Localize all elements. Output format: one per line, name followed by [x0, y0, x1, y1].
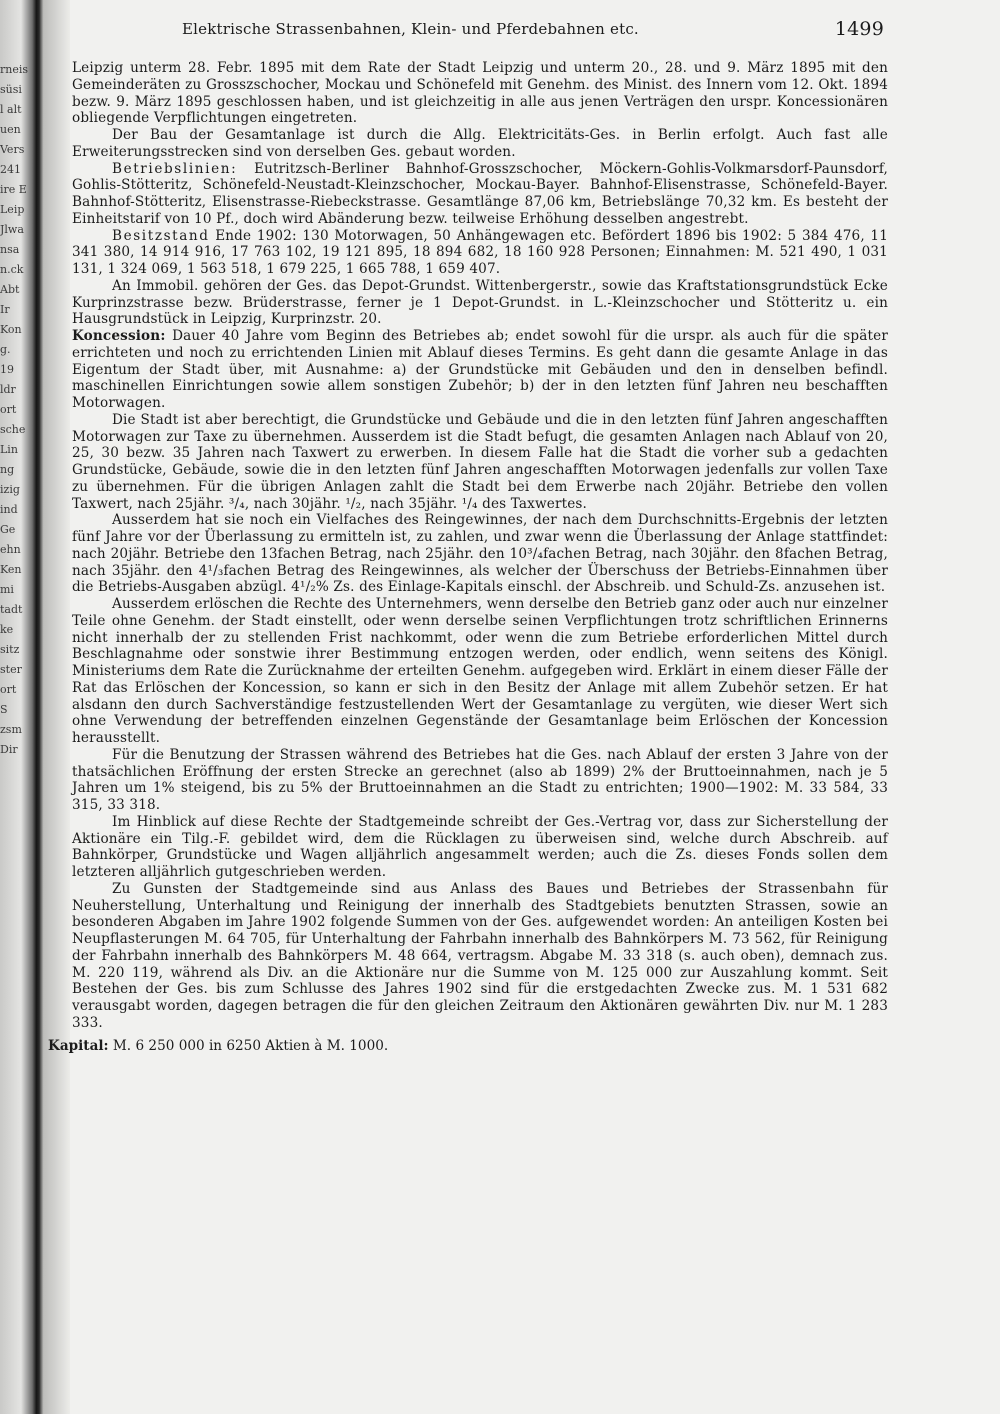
concession-text: Dauer 40 Jahre vom Beginn des Betriebes ab; endet sowohl für die urspr. als auch für die später errichteten und noch zu errichtenden Linien mit Ablauf dieses Termins. Es geht dann die gesamte Anlage in das Eigentum der Stadt über, mit Ausnahme: a) der Grundstücke mit Gebäuden und den in denselben befindl. maschinellen Einrichtungen sowie allem sonstigen Zubehör; b) der in den letzten fünf Jahren neu beschafften Motorwagen. [72, 328, 888, 411]
margin-fragment: tadt [0, 603, 23, 616]
margin-fragment: süsi [0, 83, 22, 96]
margin-fragment: rneis [0, 63, 29, 76]
capital-line [48, 1038, 888, 1055]
margin-fragment: g. [0, 343, 11, 356]
paragraph-city-expenses: Zu Gunsten der Stadtgemeinde sind aus Anlass des Baues und Betriebes der Strassenbahn für Neuherstellung, Unterhaltung und Reinigung der innerhalb des Stadtgebiets benutzten Strassen, sowie an besonderen Abgaben im Jahre 1902 folgende Summen von der Ges. aufgewendet worden: An anteiligen Kosten bei Neupflasterungen M. 64 705, für Unterhaltung der Fahrbahn innerhalb des Bahnkörpers M. 73 562, für Reinigung der Fahrbahn innerhalb des Bahnkörpers M. 48 664, vertragsm. Abgabe M. 33 318 (s. auch oben), demnach zus. M. 220 119, während als Div. an die Aktionäre nur die Summe von M. 125 000 zur Auszahlung kommt. Seit Bestehen der Ges. bis zum Schlusse des Jahres 1902 sind für die erstgedachten Zwecke zus. M. 1 531 682 verausgabt worden, dagegen betragen die für den gleichen Zeitraum den Aktionären gewährten Div. nur M. 1 283 333. [72, 880, 888, 1031]
paragraph-contract: Leipzig unterm 28. Febr. 1895 mit dem Rate der Stadt Leipzig und unterm 20., 28. und 9. März 1895 mit den Gemeinderäten zu Grosszschocher, Mockau und Schönefeld mit Genehm. des Minist. des Innern vom 12. Okt. 1894 bezw. 9. März 1895 geschlossen haben, und ist gleichzeitig in alle aus jenen Verträgen den urspr. Koncessionären obliegende Verpflichtungen eingetreten. [72, 60, 888, 127]
article-body [72, 60, 888, 1032]
margin-fragment: l alt [0, 103, 22, 116]
section-label-assets: Besitzstand [112, 227, 210, 244]
document-page [48, 16, 888, 1406]
margin-fragment: Ir [0, 303, 10, 316]
section-label-capital: Kapital: [48, 1037, 109, 1054]
section-label-concession: Koncession: [72, 328, 166, 344]
paragraph-property: An Immobil. gehören der Ges. das Depot-Grundst. Wittenbergerstr., sowie das Kraftstationsgrundstück Ecke Kurprinzstrasse bezw. Brüderstrasse, ferner je 1 Depot-Grundst. in L.-Kleinzschocher und Stötteritz u. ein Hausgrundstück in Leipzig, Kurprinzstr. 20. [72, 277, 888, 328]
paragraph-city-rights: Die Stadt ist aber berechtigt, die Grundstücke und Gebäude und die in den letzten fünf Jahren angeschafften Motorwagen zur Taxe zu übernehmen. Ausserdem ist die Stadt befugt, die gesamten Anlagen nach Ablauf von 20, 25, 30 bezw. 35 Jahren nach Taxwert zu erwerben. In diesem Falle hat die Stadt die vorher sub a gedachten Grundstücke, Gebäude, sowie die in den letzten fünf Jahren angeschafften Motorwagen jedenfalls zur vollen Taxe zu übernehmen. Für die übrigen Anlagen zahlt die Stadt bei dem Erwerbe nach 20jähr. Betriebe den vollen Taxwert, nach 25jähr. ³/₄, nach 30jähr. ¹/₂, nach 35jähr. ¹/₄ des Taxwertes. [72, 411, 888, 512]
paragraph-profit-multiple: Ausserdem hat sie noch ein Vielfaches des Reingewinnes, der nach dem Durchschnitts-Ergebnis der letzten fünf Jahre vor der Überlassung zu ermitteln ist, zu zahlen, und zwar wenn die Überlassung der Anlage stattfindet: nach 20jähr. Betriebe den 13fachen Betrag, nach 25jähr. den 10³/₄fachen Betrag, nach 30jähr. den 8fachen Betrag, nach 35jähr. den 4¹/₃fachen Betrag des Reingewinnes, als welcher der Überschuss der Betriebs-Einnahmen über die Betriebs-Ausgaben abzügl. 4¹/₂% Zs. des Einlage-Kapitals einschl. der Abschreib. und Schuld-Zs. anzusehen ist. [72, 512, 888, 596]
margin-fragment: Abt [0, 283, 20, 296]
page-number: 1499 [834, 18, 884, 40]
margin-fragment: uen [0, 123, 21, 136]
paragraph-sinking-fund: Im Hinblick auf diese Rechte der Stadtgemeinde schreibt der Ges.-Vertrag vor, dass zur Sicherstellung der Aktionäre ein Tilg.-F. gebildet wird, dem die Rücklagen zu überweisen sind, welche durch Abschreib. auf Bahnkörper, Grundstücke und Wagen alljährlich angesammelt werden; auch die Zs. dieses Fonds sollen dem letzteren alljährlich gutgeschrieben werden. [72, 813, 888, 880]
margin-fragment: ire E [0, 183, 27, 196]
margin-fragment: 241 [0, 163, 21, 176]
margin-fragment: S [0, 703, 8, 716]
margin-fragment: n.ck [0, 263, 24, 276]
section-label-lines: Betriebslinien: [112, 160, 238, 177]
margin-fragment: Dir [0, 743, 18, 756]
margin-fragment: zsm [0, 723, 22, 736]
margin-fragment: Ge [0, 523, 16, 536]
paragraph-construction: Der Bau der Gesamtanlage ist durch die Allg. Elektricitäts-Ges. in Berlin erfolgt. Auch fast alle Erweiterungsstrecken sind von derselben Ges. gebaut worden. [72, 127, 888, 160]
margin-fragment: ehn [0, 543, 21, 556]
paragraph-expiry: Ausserdem erlöschen die Rechte des Unternehmers, wenn derselbe den Betrieb ganz oder auch nur einzelner Teile ohne Genehm. der Stadt einstellt, oder wenn derselbe seinen Verpflichtungen trotz schriftlichen Erinnerns nicht innerhalb der zu stellenden Frist nachkommt, oder wenn die zum Betriebe erforderlichen Mittel durch Beschlagnahme oder sonstwie ihrer Bestimmung entzogen werden, oder endlich, wenn seitens des Königl. Ministeriums dem Rate die Zurücknahme der erteilten Genehm. aufgegeben wird. Erklärt in einem dieser Fälle der Rat das Erlöschen der Koncession, so kann er sich in den Besitz der Anlage mit allem Zubehör setzen. Er hat alsdann den durch Sachverständige festzustellenden Wert der Gesamtanlage zu vergüten, wie dieser Wert sich ohne Verwendung der betreffenden einzelnen Gegenstände der Gesamtanlage beim Erlöschen der Koncession herausstellt. [72, 596, 888, 746]
margin-fragment: Lin [0, 443, 18, 456]
capital-text: M. 6 250 000 in 6250 Aktien à M. 1000. [112, 1037, 389, 1054]
margin-fragment: ster [0, 663, 22, 676]
margin-fragment: ldr [0, 383, 16, 396]
paragraph-concession [72, 328, 888, 412]
margin-fragment: Ken [0, 563, 22, 576]
paragraph-assets [72, 228, 888, 278]
paragraph-street-fees: Für die Benutzung der Strassen während des Betriebes hat die Ges. nach Ablauf der ersten 3 Jahre von der thatsächlichen Eröffnung der ersten Strecke an gerechnet (also ab 1899) 2% der Bruttoeinnahmen, nach je 5 Jahren um 1% steigend, bis zu 5% der Bruttoeinnahmen an die Stadt zu entrichten; 1900—1902: M. 33 584, 33 315, 33 318. [72, 746, 888, 813]
margin-fragment: ort [0, 683, 17, 696]
lines-text: Eutritzsch-Berliner Bahnhof-Grosszschocher, Möckern-Gohlis-Volkmarsdorf-Paunsdorf, Gohlis-Stötteritz, Schönefeld-Neustadt-Kleinzschocher, Mockau-Bayer. Bahnhof-Elisenstrasse, Schönefeld-Bayer. Bahnhof-Stötteritz, Elisenstrasse-Riebeckstrasse. Gesamtlänge 87,06 km, Betriebslänge 70,32 km. Es besteht der Einheitstarif von 10 Pf., doch wird Abänderung bezw. teilweise Erhöhung desselben angestrebt. [72, 160, 888, 227]
margin-fragment: izig [0, 483, 20, 496]
margin-fragment: Leip [0, 203, 25, 216]
margin-fragment: ng [0, 463, 15, 476]
running-header [72, 16, 888, 42]
margin-fragment: mi [0, 583, 14, 596]
margin-fragment: sche [0, 423, 26, 436]
margin-fragment: Kon [0, 323, 22, 336]
margin-fragment: 19 [0, 363, 14, 376]
margin-fragment: sitz [0, 643, 20, 656]
margin-fragment: ind [0, 503, 18, 516]
assets-text: Ende 1902: 130 Motorwagen, 50 Anhängewagen etc. Befördert 1896 bis 1902: 5 384 476, 11 341 380, 14 914 916, 17 763 102, 19 121 895, 18 894 682, 18 160 928 Personen; Einnahmen: M. 521 490, 1 031 131, 1 324 069, 1 563 518, 1 679 225, 1 665 788, 1 659 407. [72, 227, 888, 277]
margin-fragment: nsa [0, 243, 20, 256]
adjacent-page-margin [0, 60, 48, 1360]
paragraph-lines [72, 161, 888, 228]
running-header-title: Elektrische Strassenbahnen, Klein- und Pferdebahnen etc. [182, 20, 639, 38]
margin-fragment: Vers [0, 143, 25, 156]
margin-fragment: ke [0, 623, 14, 636]
margin-fragment: ort [0, 403, 17, 416]
margin-fragment: Jlwa [0, 223, 24, 236]
